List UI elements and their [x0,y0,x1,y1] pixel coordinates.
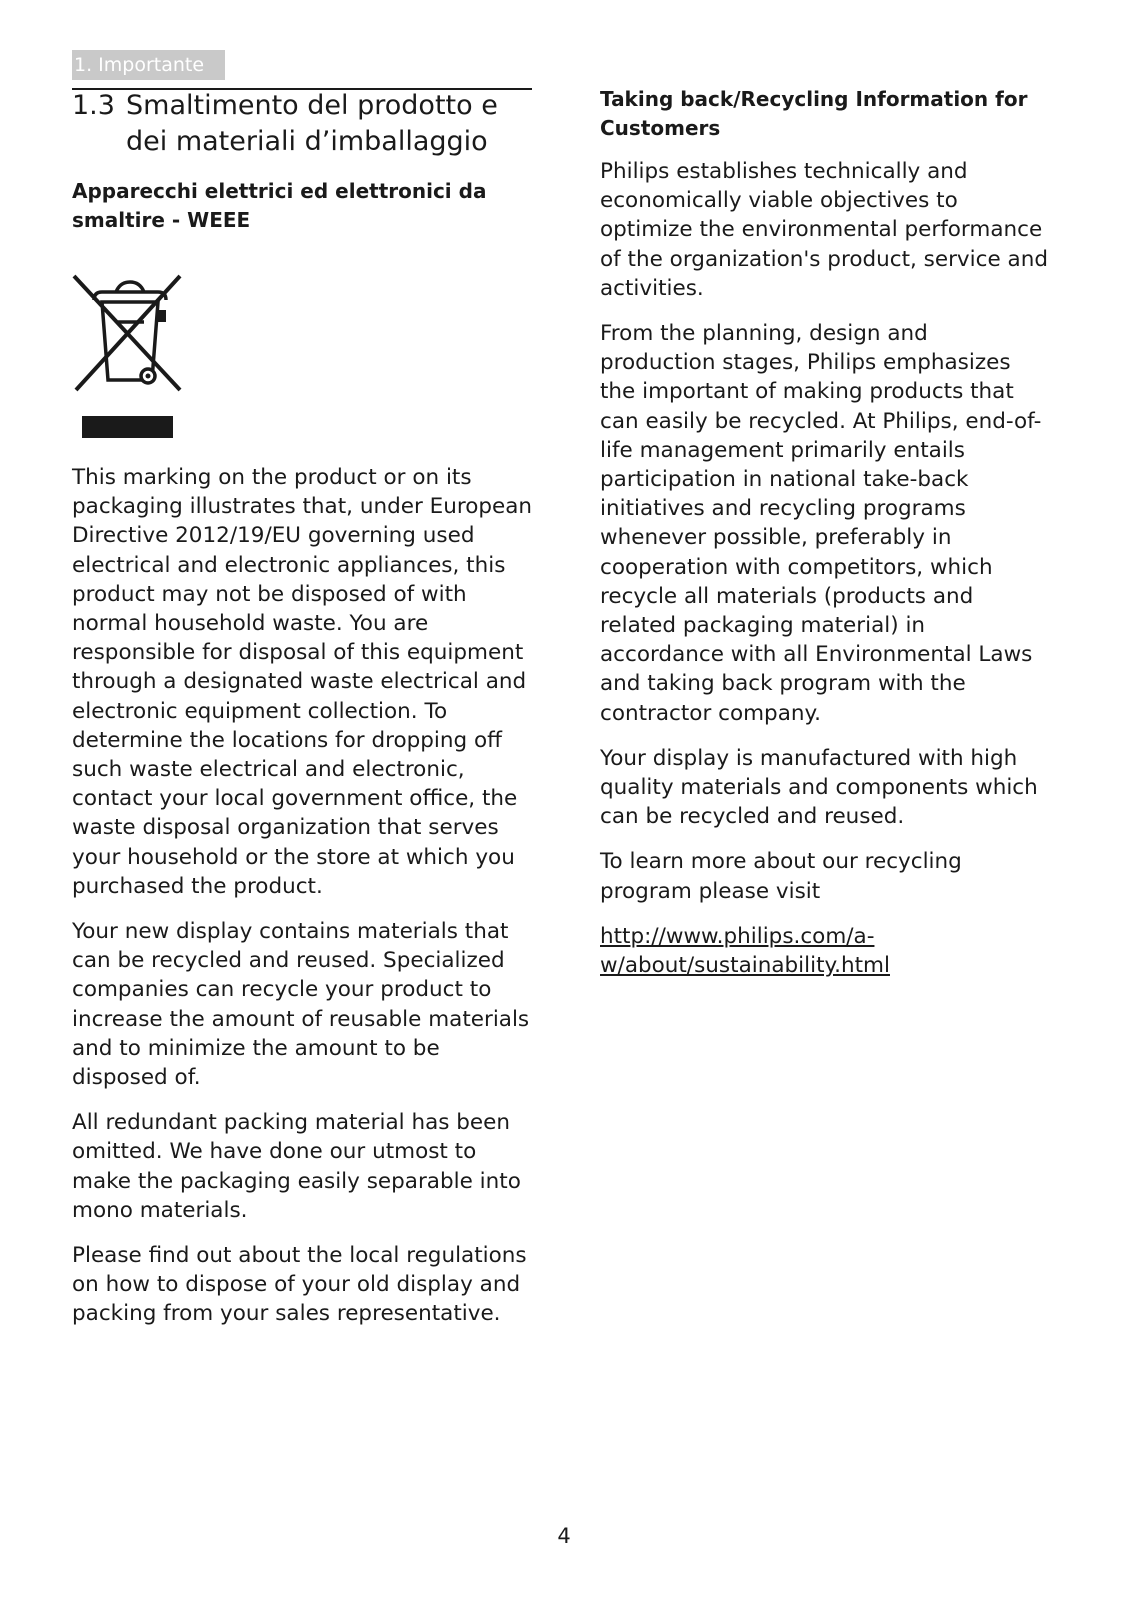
planning-paragraph: From the planning, design and production stages, Philips emphasizes the important of making products that can easily be recycled. At Philips, end-of-life management primarily entails participation in national take-back initiatives and recycling programs whenever possible, preferably in cooperation with competitors, which recycle all materials (products and related packaging material) in accordance with all Environmental Laws and taking back program with the contractor company. [600,321,1042,726]
local-regulations-paragraph: Please find out about the local regulations on how to dispose of your old display and packing from your sales representative. [72,1243,527,1327]
section-number: 1.3 [72,90,115,121]
section-tab: 1. Importante [72,50,225,80]
page-number: 4 [557,1524,571,1548]
weee-marking-bar [82,416,173,438]
materials-paragraph: Your display is manufactured with high quality materials and components which can be recycled and reused. [600,745,1038,830]
section-title: Smaltimento del prodotto e dei materiali d’imballaggio [126,90,498,157]
recycling-info-subheading: Taking back/Recycling Information for Customers [600,87,1028,140]
sustainability-link[interactable]: http://www.philips.com/a-w/about/sustainability.html [600,923,890,979]
packaging-paragraph: All redundant packing material has been omitted. We have done our utmost to make the packaging easily separable into mono materials. [72,1110,521,1223]
learn-more-paragraph: To learn more about our recycling program please visit [600,849,962,904]
weee-subheading: Apparecchi elettrici ed elettronici da smaltire - WEEE [72,179,487,232]
objectives-paragraph: Philips establishes technically and economically viable objectives to optimize the environmental performance of the organization's product, service and activities. [600,159,1048,301]
crossed-out-wheelie-bin-icon [72,274,184,394]
left-column [72,463,542,1345]
page-title [72,88,542,160]
recycling-paragraph: Your new display contains materials that can be recycled and reused. Specialized companies can recycle your product to increase the amount of reusable materials and to minimize the amount to be disposed of. [72,919,530,1091]
right-column [600,157,1050,996]
link-paragraph [600,922,1050,980]
weee-paragraph: This marking on the product or on its packaging illustrates that, under European Directive 2012/19/EU governing used electrical and electronic appliances, this product may not be disposed of with normal household waste. You are responsible for disposal of this equipment through a designated waste electrical and electronic equipment collection. To determine the locations for dropping off such waste electrical and electronic, contact your local government office, the waste disposal organization that serves your household or the store at which you purchased the product. [72,465,533,899]
